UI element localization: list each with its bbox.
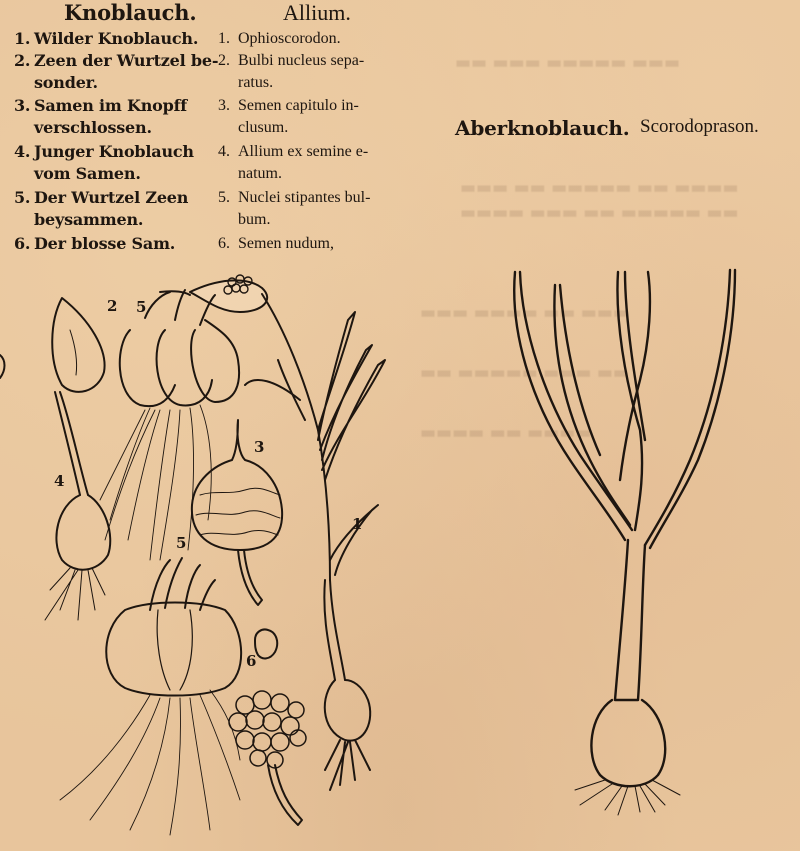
entry-text-continued: beysammen. <box>34 210 144 229</box>
bleed-through-text: ▬▬▬ ▬▬▬▬ ▬▬ ▬▬▬ <box>420 303 629 323</box>
entry-text-continued: vom Samen. <box>34 164 141 183</box>
entry-number: 4. <box>14 142 31 161</box>
entry-number: 1. <box>218 30 230 47</box>
entry-text: Zeen der Wurtzel be- <box>34 51 219 70</box>
scorodoprason-latin-title: Scorodoprason. <box>640 116 759 137</box>
bleed-through-text: ▬▬▬ ▬▬ ▬▬▬▬▬ ▬▬ ▬▬▬▬ <box>460 178 739 198</box>
entry-number: 1. <box>14 29 31 48</box>
entry-text: Der Wurtzel Zeen <box>34 188 189 207</box>
entry-text-continued: ratus. <box>238 74 274 91</box>
entry-text: Semen capitulo in- <box>238 97 359 114</box>
figure-label-2: 2 <box>107 297 118 315</box>
entry-number: 2. <box>14 51 31 70</box>
large-bulb-illustration <box>60 558 241 835</box>
bleed-through-text: ▬▬ ▬▬▬ ▬▬▬▬▬ ▬▬▬ <box>455 53 681 73</box>
scorodoprason-german-title: Aberknoblauch. <box>455 116 630 140</box>
bulb-with-cloves-illustration <box>100 290 239 560</box>
entry-text-continued: sonder. <box>34 73 98 92</box>
figure-label-3: 3 <box>254 438 265 456</box>
entry-number: 3. <box>14 96 31 115</box>
entry-text: Nuclei stipantes bul- <box>238 189 371 206</box>
entry-number: 4. <box>218 143 230 160</box>
bleed-through-text: ▬▬▬▬ ▬▬ ▬▬▬▬ <box>420 423 592 443</box>
entry-number: 5. <box>14 188 31 207</box>
figure-label-1: 1 <box>352 515 363 533</box>
german-heading: Knoblauch. <box>64 0 197 25</box>
latin-heading: Allium. <box>283 0 351 25</box>
entry-text: Der blosse Sam. <box>34 234 176 253</box>
entry-number: 6. <box>14 234 31 253</box>
entry-text: Samen im Knopff <box>34 96 187 115</box>
entry-text-continued: bum. <box>238 211 271 228</box>
entry-text: Semen nudum, <box>238 235 334 252</box>
separated-clove-illustration <box>52 298 104 392</box>
entry-number: 6. <box>218 235 230 252</box>
entry-text: Bulbi nucleus sepa- <box>238 52 365 69</box>
young-garlic-from-seed-illustration <box>45 392 110 620</box>
entry-number: 3. <box>218 97 230 114</box>
figure-label-6: 6 <box>246 652 257 670</box>
bleed-through-text: ▬▬▬▬ ▬▬▬ ▬▬ ▬▬▬▬▬ ▬▬ <box>460 203 739 223</box>
figure-label-4: 4 <box>54 472 65 490</box>
entry-text-continued: verschlossen. <box>34 118 152 137</box>
figure-label-5-bottom: 5 <box>176 534 187 552</box>
figure-label-5-top: 5 <box>136 298 147 316</box>
facing-page-fragment <box>0 355 5 378</box>
bleed-through-text: ▬▬ ▬▬▬▬▬ ▬▬▬ ▬▬ <box>420 363 629 383</box>
scorodoprason-plant-illustration <box>514 270 735 815</box>
entry-text: Junger Knoblauch <box>34 142 194 161</box>
entry-text: Ophioscorodon. <box>238 30 341 47</box>
entry-number: 2. <box>218 52 230 69</box>
entry-text: Wilder Knoblauch. <box>34 29 199 48</box>
entry-text-continued: clusum. <box>238 119 289 136</box>
entry-number: 5. <box>218 189 230 206</box>
entry-text: Allium ex semine e- <box>238 143 369 160</box>
entry-text-continued: natum. <box>238 165 282 182</box>
seed-head-illustration <box>192 420 282 605</box>
